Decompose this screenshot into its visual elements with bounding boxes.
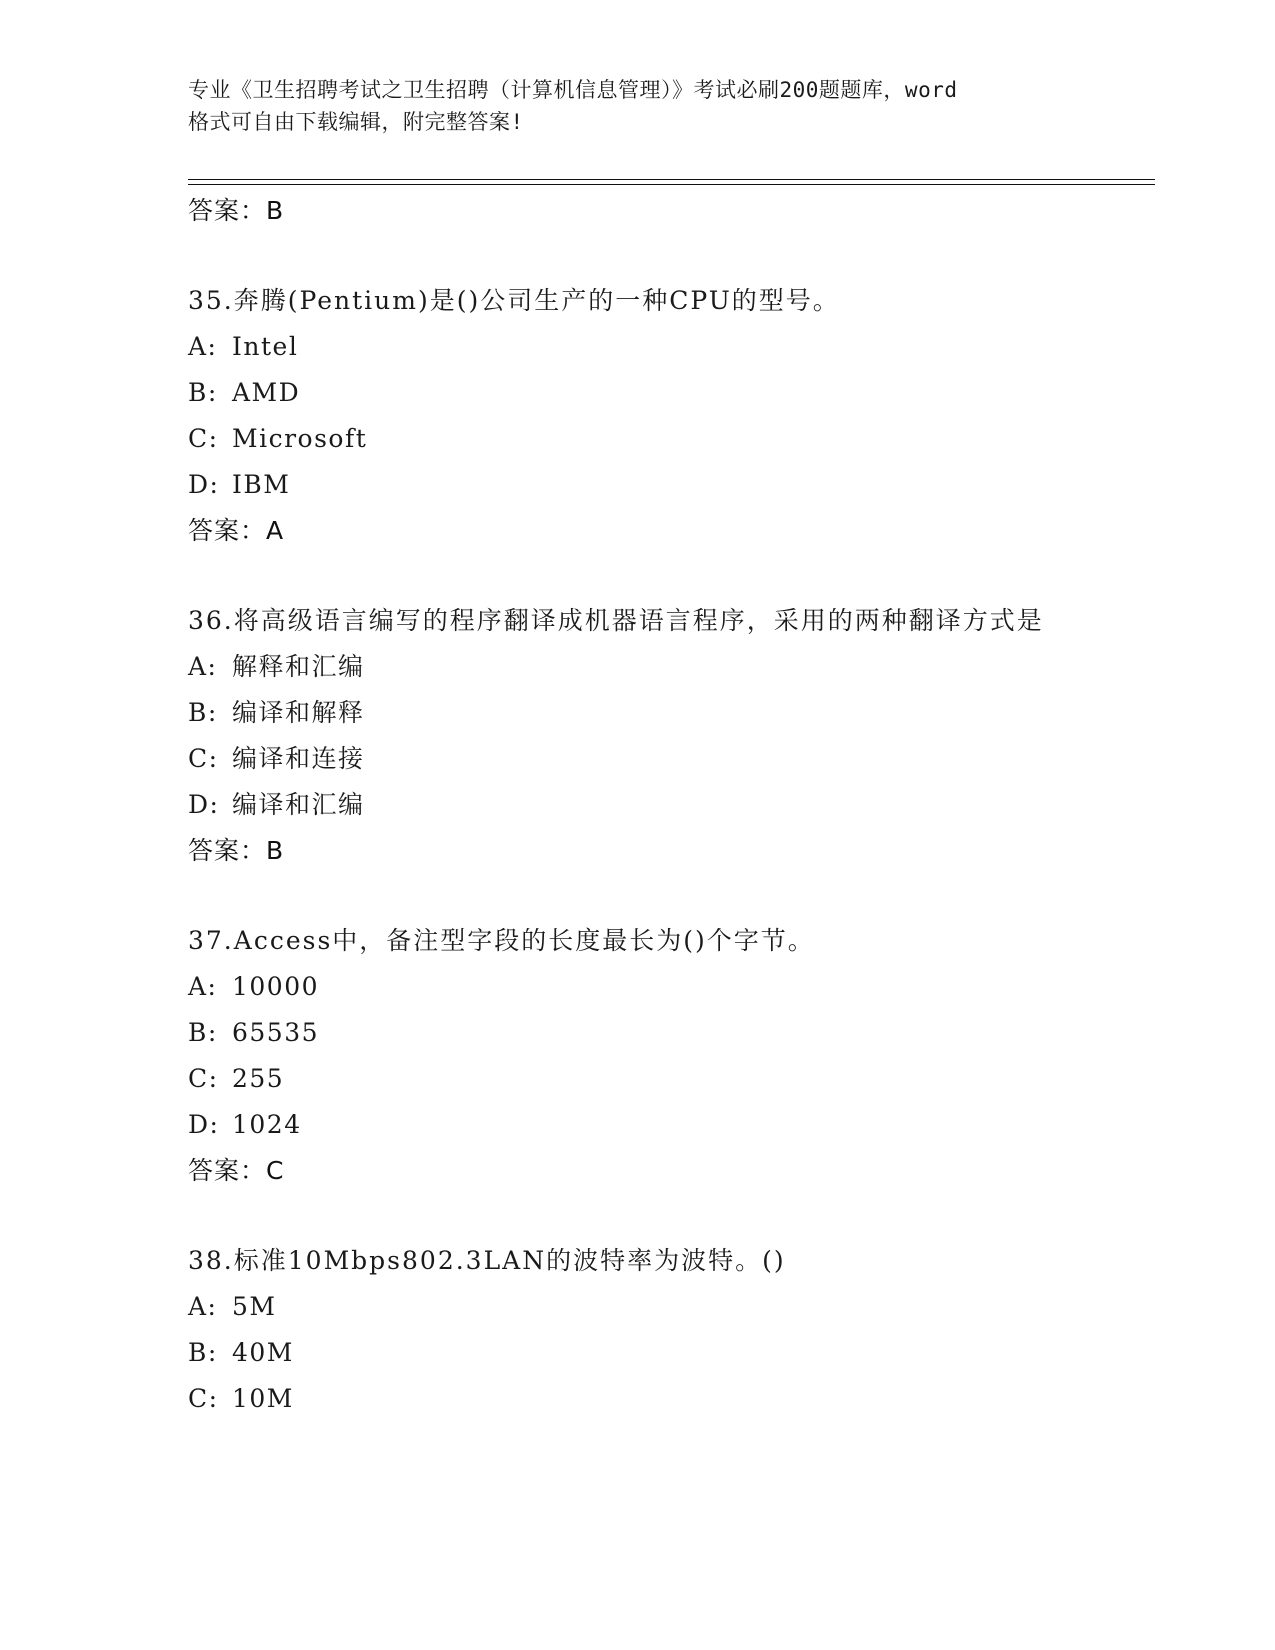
- option-letter: C:: [188, 1384, 219, 1413]
- answer-label: 答案：A: [188, 516, 285, 545]
- option-c: [188, 416, 1155, 462]
- header-line-2: 格式可自由下载编辑，附完整答案!: [188, 110, 524, 134]
- option-letter: A:: [188, 652, 218, 681]
- option-letter: C:: [188, 1064, 219, 1093]
- option-text: Microsoft: [232, 424, 368, 453]
- answer-label: 答案：B: [188, 836, 285, 865]
- option-d: [188, 462, 1155, 508]
- header-divider-top: [188, 179, 1155, 180]
- option-text: Intel: [232, 332, 299, 361]
- question-list: [188, 188, 1155, 1422]
- option-d: [188, 782, 1155, 828]
- option-text: 编译和连接: [232, 744, 365, 773]
- question-stem: 38.标准10Mbps802.3LAN的波特率为波特。(): [188, 1246, 786, 1275]
- option-letter: D:: [188, 470, 220, 499]
- option-letter: B:: [188, 698, 218, 727]
- option-text: 1024: [232, 1110, 302, 1139]
- option-text: 5M: [232, 1292, 277, 1321]
- block-spacer: [188, 554, 1155, 598]
- option-b: [188, 1010, 1155, 1056]
- header-line-1: 专业《卫生招聘考试之卫生招聘（计算机信息管理）》考试必刷200题题库，word: [188, 78, 958, 102]
- answer-label: 答案：C: [188, 1156, 285, 1185]
- option-d: [188, 1102, 1155, 1148]
- option-text: 10M: [232, 1384, 294, 1413]
- question-block: [188, 1238, 1155, 1422]
- answer-label: 答案：B: [188, 196, 285, 225]
- option-c: [188, 1056, 1155, 1102]
- question-block: [188, 598, 1155, 874]
- option-c: [188, 736, 1155, 782]
- option-a: [188, 1284, 1155, 1330]
- option-text: 65535: [232, 1018, 320, 1047]
- option-text: 255: [232, 1064, 285, 1093]
- option-a: [188, 324, 1155, 370]
- option-text: AMD: [232, 378, 301, 407]
- option-letter: B:: [188, 1338, 218, 1367]
- question-block: [188, 278, 1155, 554]
- option-letter: D:: [188, 790, 220, 819]
- option-letter: D:: [188, 1110, 220, 1139]
- option-text: 解释和汇编: [232, 652, 365, 681]
- option-letter: B:: [188, 1018, 218, 1047]
- option-text: 编译和汇编: [232, 790, 365, 819]
- option-letter: A:: [188, 332, 218, 361]
- question-block: [188, 918, 1155, 1194]
- option-text: 编译和解释: [232, 698, 365, 727]
- header-divider-bottom: [188, 184, 1155, 185]
- option-b: [188, 690, 1155, 736]
- option-letter: A:: [188, 1292, 218, 1321]
- option-b: [188, 1330, 1155, 1376]
- block-spacer: [188, 1194, 1155, 1238]
- option-a: [188, 964, 1155, 1010]
- option-c: [188, 1376, 1155, 1422]
- option-letter: A:: [188, 972, 218, 1001]
- option-text: 40M: [232, 1338, 294, 1367]
- question-stem: 36.将高级语言编写的程序翻译成机器语言程序，采用的两种翻译方式是: [188, 606, 1044, 635]
- option-letter: B:: [188, 378, 218, 407]
- option-text: 10000: [232, 972, 320, 1001]
- option-letter: C:: [188, 424, 219, 453]
- block-spacer: [188, 874, 1155, 918]
- block-spacer: [188, 234, 1155, 278]
- option-a: [188, 644, 1155, 690]
- option-b: [188, 370, 1155, 416]
- question-stem: 35.奔腾(Pentium)是()公司生产的一种CPU的型号。: [188, 286, 840, 315]
- option-letter: C:: [188, 744, 219, 773]
- option-text: IBM: [232, 470, 291, 499]
- question-stem: 37.Access中，备注型字段的长度最长为()个字节。: [188, 926, 815, 955]
- document-header: [188, 74, 1088, 138]
